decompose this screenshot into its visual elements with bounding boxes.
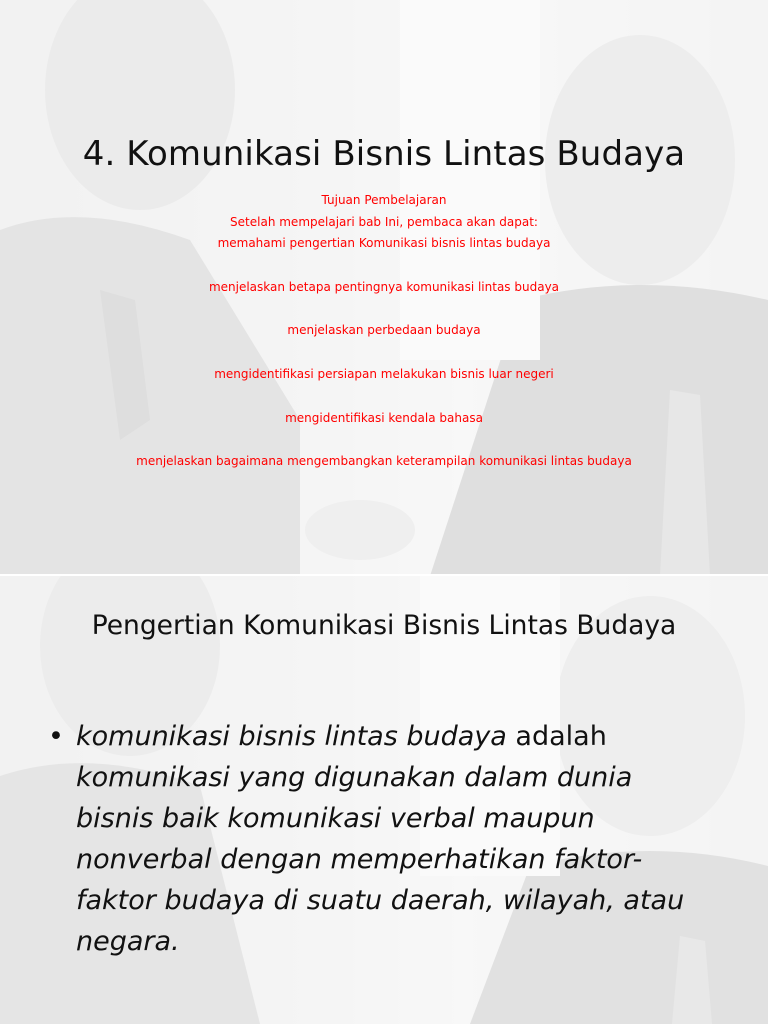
objective-item: mengidentifikasi persiapan melakukan bisnis luar negeri — [214, 366, 554, 381]
objective-item: menjelaskan betapa pentingnya komunikasi lintas budaya — [208, 279, 560, 294]
slide-title: 4. Komunikasi Bisnis Lintas Budaya — [82, 134, 686, 174]
objective-item: memahami pengertian Komunikasi bisnis lintas budaya — [217, 236, 551, 251]
bullet-icon: • — [48, 721, 64, 752]
slide-2 — [0, 576, 768, 1024]
term-text: komunikasi bisnis lintas budaya — [76, 721, 507, 752]
learning-objectives — [0, 190, 768, 495]
definition-text: komunikasi yang digunakan dalam dunia bisnis baik komunikasi verbal maupun nonverbal dengan memperhatikan faktor-faktor budaya di suatu daerah, wilayah, atau negara. — [76, 762, 685, 957]
objective-item: menjelaskan bagaimana mengembangkan keterampilan komunikasi lintas budaya — [136, 454, 632, 469]
connector-text: adalah — [506, 721, 607, 752]
objectives-heading: Tujuan Pembelajaran — [321, 193, 447, 207]
definition-list — [48, 716, 718, 962]
objective-item: menjelaskan perbedaan budaya — [287, 323, 481, 338]
section-title: Pengertian Komunikasi Bisnis Lintas Budaya — [91, 610, 677, 641]
objectives-intro: Setelah mempelajari bab Ini, pembaca akan dapat: — [230, 214, 538, 229]
objective-item: mengidentifikasi kendala bahasa — [285, 410, 483, 425]
definition-item — [48, 716, 718, 962]
